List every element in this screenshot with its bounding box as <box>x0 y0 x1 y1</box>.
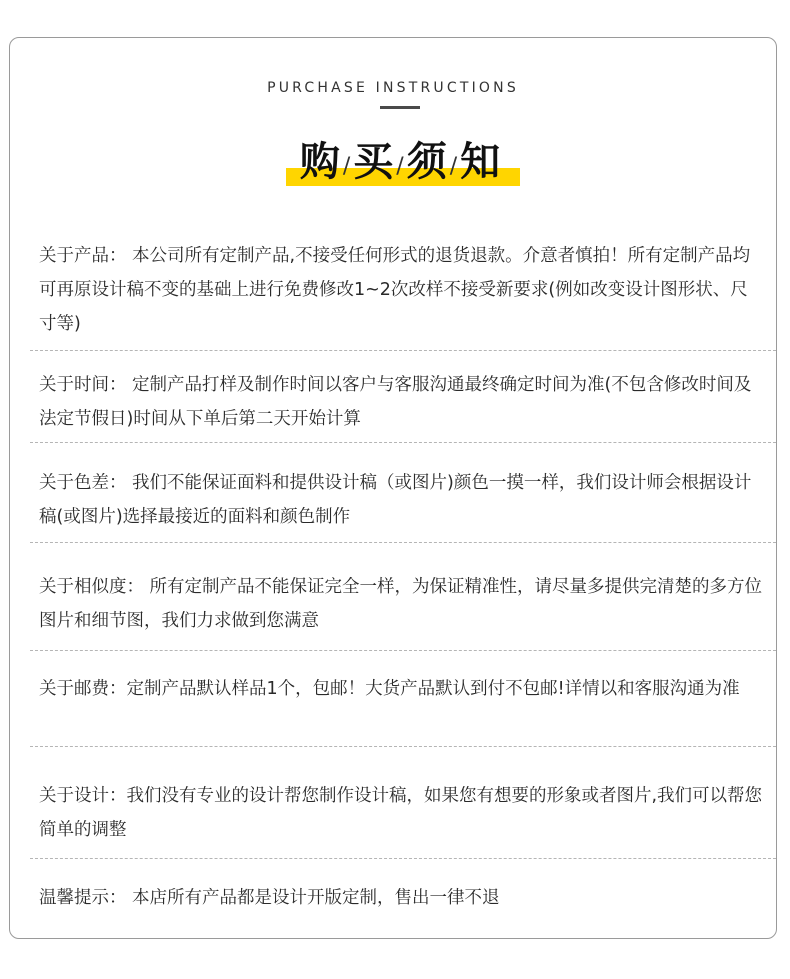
divider <box>30 650 776 651</box>
page-title <box>276 138 526 190</box>
section-design: 关于设计：我们没有专业的设计帮您制作设计稿，如果您有想要的形象或者图片,我们可以帮您简单的调整 <box>39 786 763 840</box>
english-title: PURCHASE INSTRUCTIONS <box>267 80 519 96</box>
title-char: 购 <box>299 139 342 185</box>
title-char: 买 <box>353 139 396 185</box>
instructions-card <box>9 37 777 939</box>
divider <box>30 350 776 351</box>
divider <box>30 858 776 859</box>
divider <box>30 542 776 543</box>
title-separator: / <box>449 154 460 179</box>
title-char: 须 <box>406 139 449 185</box>
section-product: 关于产品： 本公司所有定制产品,不接受任何形式的退货退款。介意者慎拍！所有定制产品均可再原设计稿不变的基础上进行免费修改1~2次改样不接受新要求(例如改变设计图形状、尺寸等) <box>39 246 751 334</box>
section-shipping: 关于邮费：定制产品默认样品1个，包邮！大货产品默认到付不包邮!详情以和客服沟通为准 <box>39 679 740 699</box>
title-separator: / <box>342 154 353 179</box>
title-text <box>276 136 526 193</box>
divider <box>30 746 776 747</box>
title-separator: / <box>396 154 406 179</box>
title-char: 知 <box>460 139 503 185</box>
section-similarity: 关于相似度： 所有定制产品不能保证完全一样，为保证精准性，请尽量多提供完清楚的多方位图片和细节图，我们力求做到您满意 <box>39 577 763 631</box>
divider <box>30 442 776 443</box>
section-color-difference: 关于色差： 我们不能保证面料和提供设计稿（或图片)颜色一摸一样，我们设计师会根据设计稿(或图片)选择最接近的面料和颜色制作 <box>39 473 752 527</box>
section-reminder: 温馨提示： 本店所有产品都是设计开版定制，售出一律不退 <box>39 888 500 908</box>
section-time: 关于时间： 定制产品打样及制作时间以客户与客服沟通最终确定时间为准(不包含修改时间及法定节假日)时间从下单后第二天开始计算 <box>39 375 752 429</box>
title-underline <box>380 106 420 109</box>
